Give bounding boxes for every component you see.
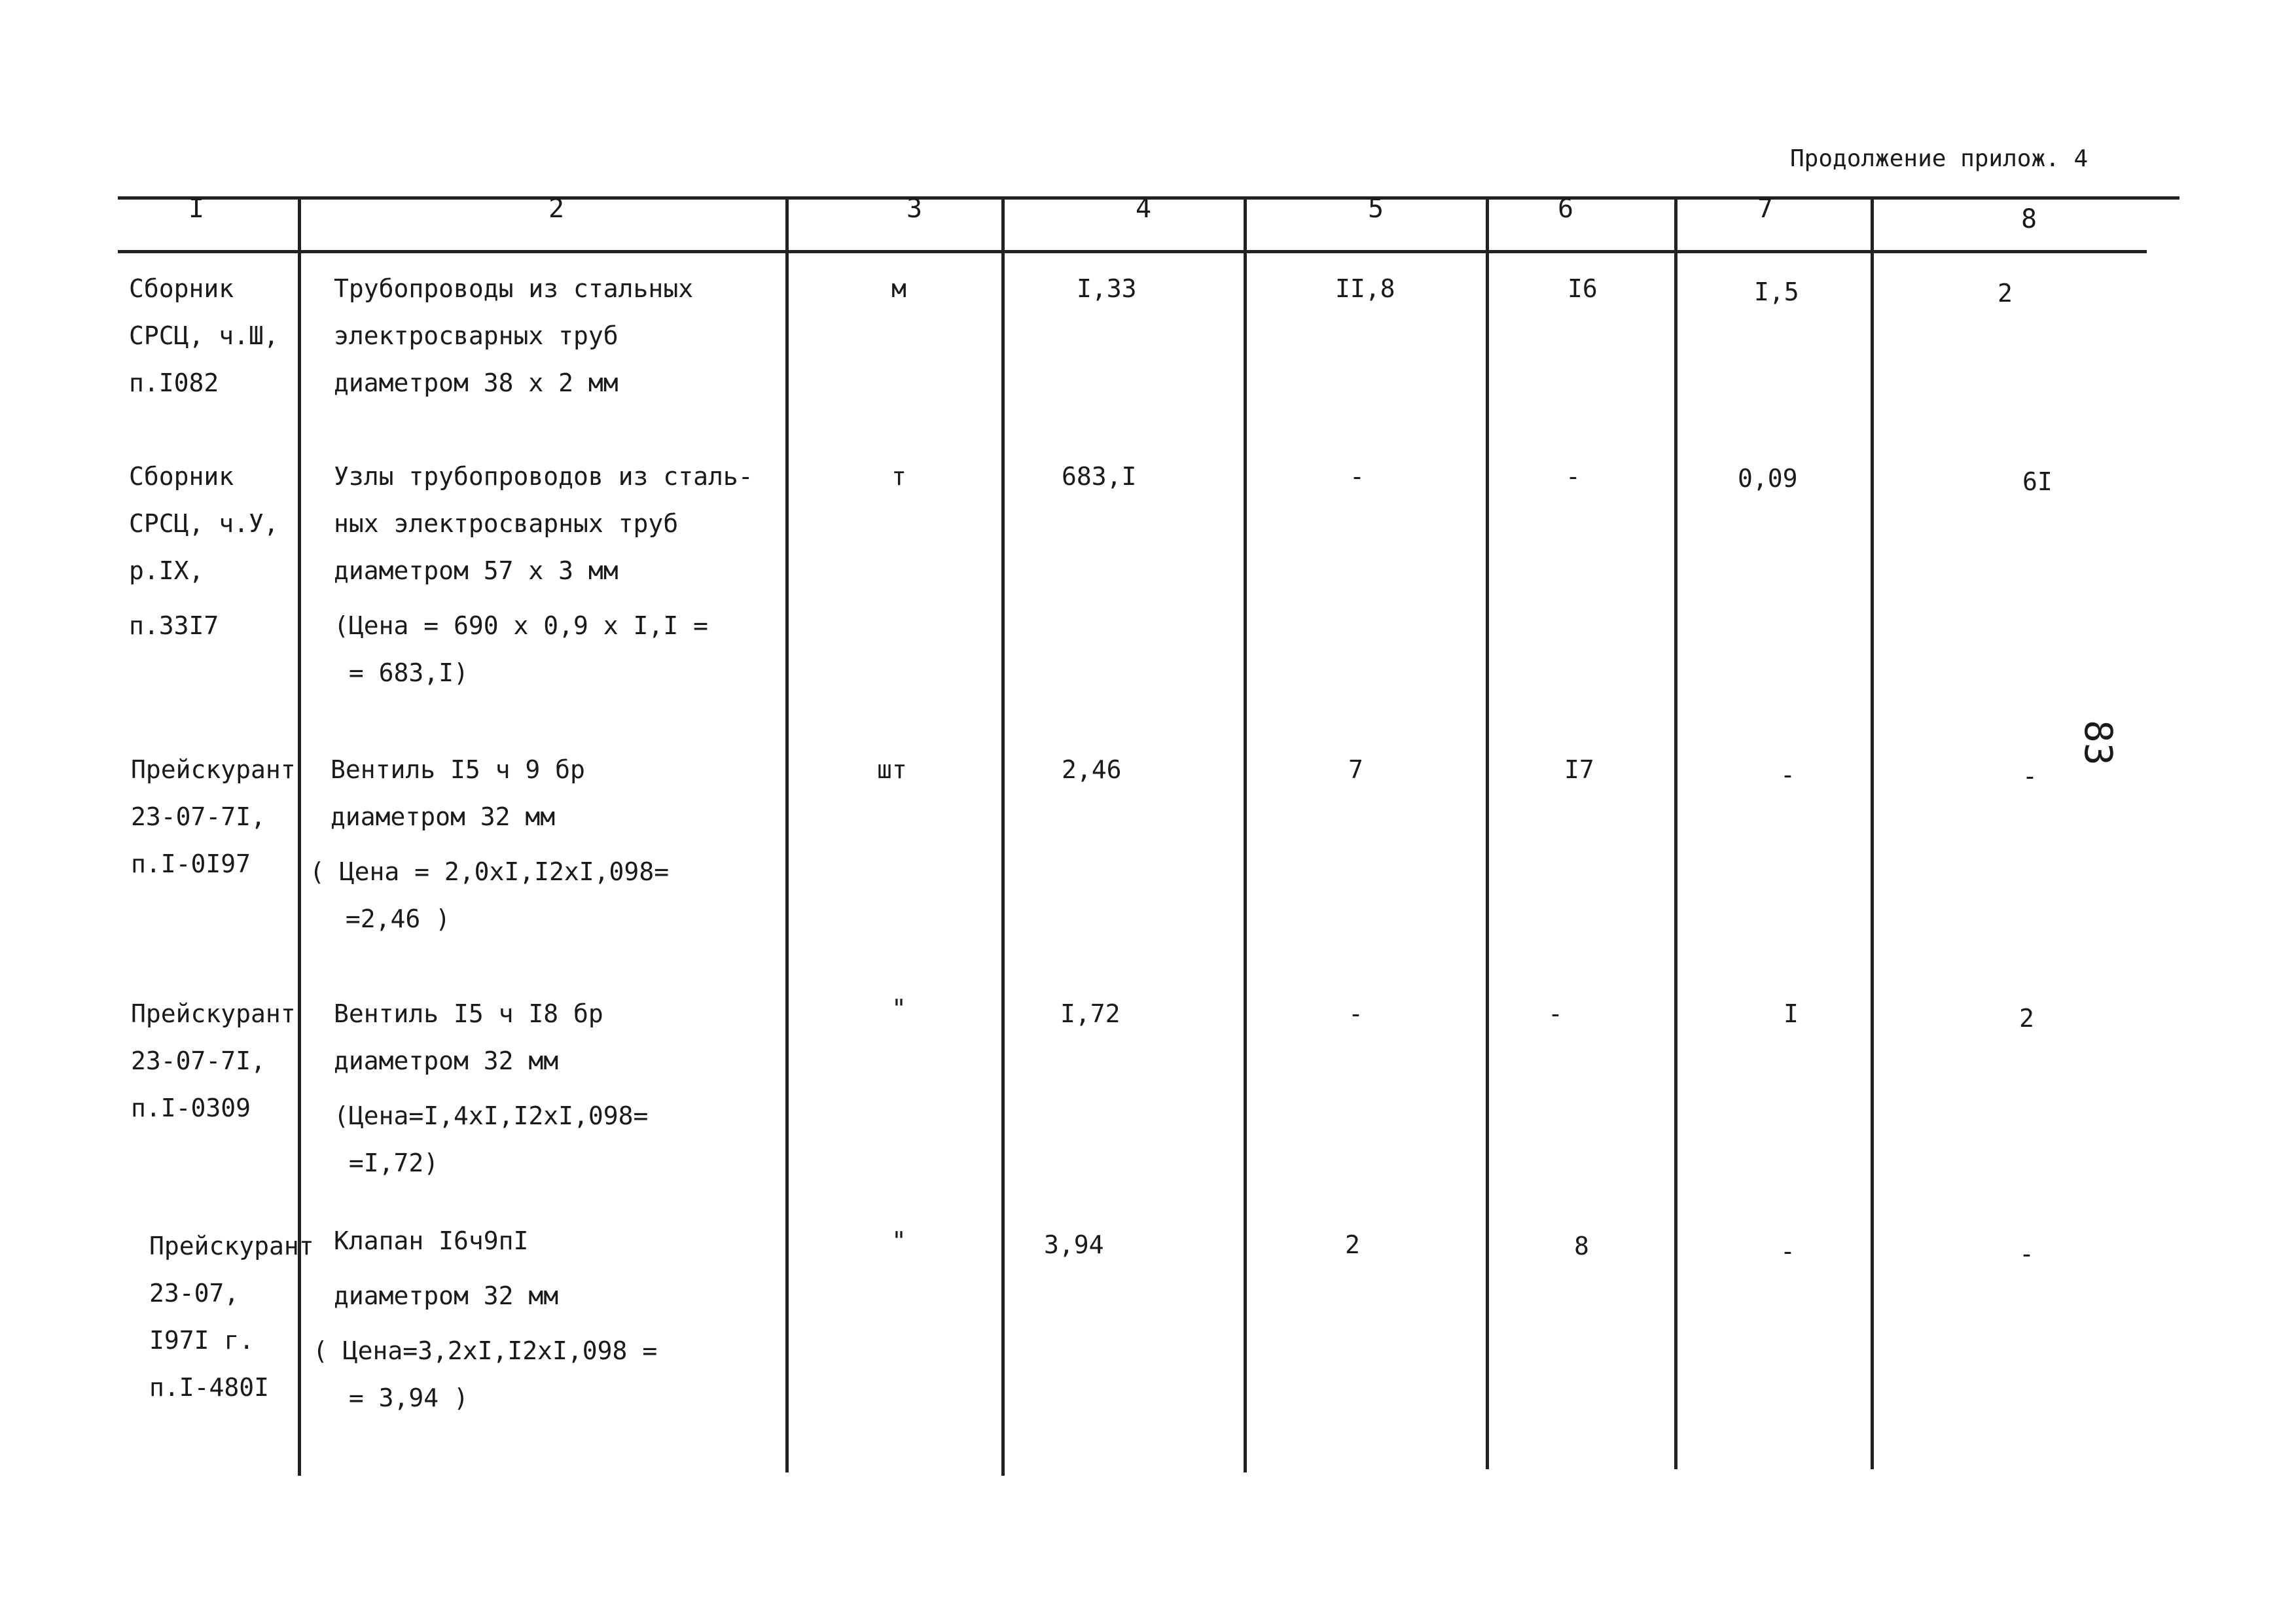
row3-source bbox=[131, 746, 296, 887]
row3-name bbox=[310, 746, 670, 942]
source-line: Прейскурант bbox=[131, 755, 296, 784]
source-line: 23-07-7I, bbox=[131, 802, 266, 831]
source-line: СРСЦ, ч.У, bbox=[129, 509, 279, 538]
row5-col8: - bbox=[2019, 1240, 2034, 1268]
column-header-6: 6 bbox=[1558, 194, 1574, 224]
table-header-rule bbox=[118, 250, 2147, 253]
row2-col6: - bbox=[1566, 462, 1581, 491]
source-line: п.33I7 bbox=[129, 611, 219, 640]
name-line: =I,72) bbox=[334, 1149, 439, 1177]
row3-col7: - bbox=[1780, 760, 1795, 789]
row1-col5: II,8 bbox=[1335, 274, 1395, 303]
column-header-4: 4 bbox=[1136, 194, 1152, 224]
name-line: диаметром 38 х 2 мм bbox=[334, 368, 619, 397]
name-line: ( Цена=3,2хI,I2хI,098 = bbox=[313, 1336, 658, 1365]
column-divider-4 bbox=[1244, 196, 1247, 1472]
row4-col7: I bbox=[1784, 999, 1799, 1028]
row2-unit: т bbox=[891, 462, 906, 491]
row3-col5: 7 bbox=[1348, 755, 1363, 784]
source-line: п.I-0309 bbox=[131, 1094, 251, 1122]
row5-col5: 2 bbox=[1345, 1230, 1360, 1259]
column-header-3: 3 bbox=[906, 194, 923, 224]
source-line: п.I-480I bbox=[149, 1373, 270, 1402]
name-line: диаметром 32 мм bbox=[334, 1046, 559, 1075]
column-divider-7 bbox=[1871, 196, 1874, 1469]
column-header-8: 8 bbox=[2021, 204, 2037, 234]
row1-col8: 2 bbox=[1998, 279, 2013, 308]
row2-col4: 683,I bbox=[1062, 462, 1137, 491]
source-line: п.I082 bbox=[129, 368, 219, 397]
source-line: Прейскурант bbox=[149, 1232, 314, 1260]
row2-source bbox=[129, 453, 279, 649]
source-line: Прейскурант bbox=[131, 999, 296, 1028]
row1-col6: I6 bbox=[1568, 274, 1598, 303]
name-line: Трубопроводы из стальных bbox=[334, 274, 694, 303]
row1-name bbox=[334, 265, 693, 406]
name-line: (Цена = 690 х 0,9 х I,I = bbox=[334, 611, 708, 640]
row4-name bbox=[334, 990, 648, 1186]
column-divider-6 bbox=[1674, 196, 1677, 1469]
row5-unit: " bbox=[891, 1226, 906, 1255]
name-line: электросварных труб bbox=[334, 321, 619, 350]
row3-unit: шт bbox=[877, 755, 907, 784]
column-header-5: 5 bbox=[1368, 194, 1384, 224]
row4-unit: " bbox=[891, 994, 906, 1023]
name-line: Узлы трубопроводов из сталь- bbox=[334, 462, 753, 491]
column-divider-2 bbox=[785, 196, 789, 1472]
row2-col7: 0,09 bbox=[1738, 464, 1798, 493]
row2-col5: - bbox=[1350, 462, 1365, 491]
name-line: (Цена=I,4хI,I2хI,098= bbox=[334, 1101, 649, 1130]
column-header-2: 2 bbox=[548, 194, 565, 224]
row3-col8: - bbox=[2022, 762, 2037, 791]
row5-col6: 8 bbox=[1574, 1232, 1589, 1260]
row4-col4: I,72 bbox=[1060, 999, 1121, 1028]
column-divider-5 bbox=[1486, 196, 1489, 1469]
row2-col8: 6I bbox=[2022, 467, 2053, 496]
source-line: п.I-0I97 bbox=[131, 849, 251, 878]
name-line: =2,46 ) bbox=[331, 904, 451, 933]
row4-col5: - bbox=[1348, 999, 1363, 1028]
name-line: ( Цена = 2,0хI,I2хI,098= bbox=[310, 857, 670, 886]
row5-source bbox=[149, 1222, 314, 1411]
row5-col4: 3,94 bbox=[1044, 1230, 1104, 1259]
row5-name bbox=[313, 1217, 658, 1421]
name-line: = 3,94 ) bbox=[334, 1383, 469, 1412]
row5-col7: - bbox=[1780, 1237, 1795, 1266]
row4-col8: 2 bbox=[2019, 1004, 2034, 1033]
name-line: Вентиль I5 ч I8 бр bbox=[334, 999, 603, 1028]
row1-col4: I,33 bbox=[1077, 274, 1137, 303]
row2-name bbox=[334, 453, 753, 696]
row3-col4: 2,46 bbox=[1062, 755, 1122, 784]
name-line: диаметром 32 мм bbox=[334, 1281, 559, 1310]
row4-source bbox=[131, 990, 296, 1132]
source-line: Сборник bbox=[129, 274, 234, 303]
row4-col6: - bbox=[1548, 999, 1563, 1028]
source-line: Сборник bbox=[129, 462, 234, 491]
row1-unit: м bbox=[891, 274, 906, 303]
name-line: ных электросварных труб bbox=[334, 509, 679, 538]
row3-col6: I7 bbox=[1564, 755, 1594, 784]
source-line: 23-07, bbox=[149, 1279, 240, 1308]
continuation-note: Продолжение прилож. 4 bbox=[1790, 145, 2089, 172]
row1-source bbox=[129, 265, 279, 406]
name-line: Клапан I6ч9пI bbox=[334, 1226, 529, 1255]
source-line: I97I г. bbox=[149, 1326, 255, 1355]
source-line: СРСЦ, ч.Ш, bbox=[129, 321, 279, 350]
name-line: Вентиль I5 ч 9 бр bbox=[331, 755, 585, 784]
column-divider-3 bbox=[1001, 196, 1005, 1476]
column-header-1: I bbox=[188, 194, 205, 224]
source-line: 23-07-7I, bbox=[131, 1046, 266, 1075]
row1-col7: I,5 bbox=[1754, 277, 1799, 306]
page-number: 83 bbox=[2076, 720, 2121, 766]
name-line: диаметром 57 х 3 мм bbox=[334, 556, 619, 585]
column-header-7: 7 bbox=[1757, 194, 1774, 224]
source-line: р.IX, bbox=[129, 556, 204, 585]
name-line: = 683,I) bbox=[334, 658, 469, 687]
name-line: диаметром 32 мм bbox=[331, 802, 556, 831]
